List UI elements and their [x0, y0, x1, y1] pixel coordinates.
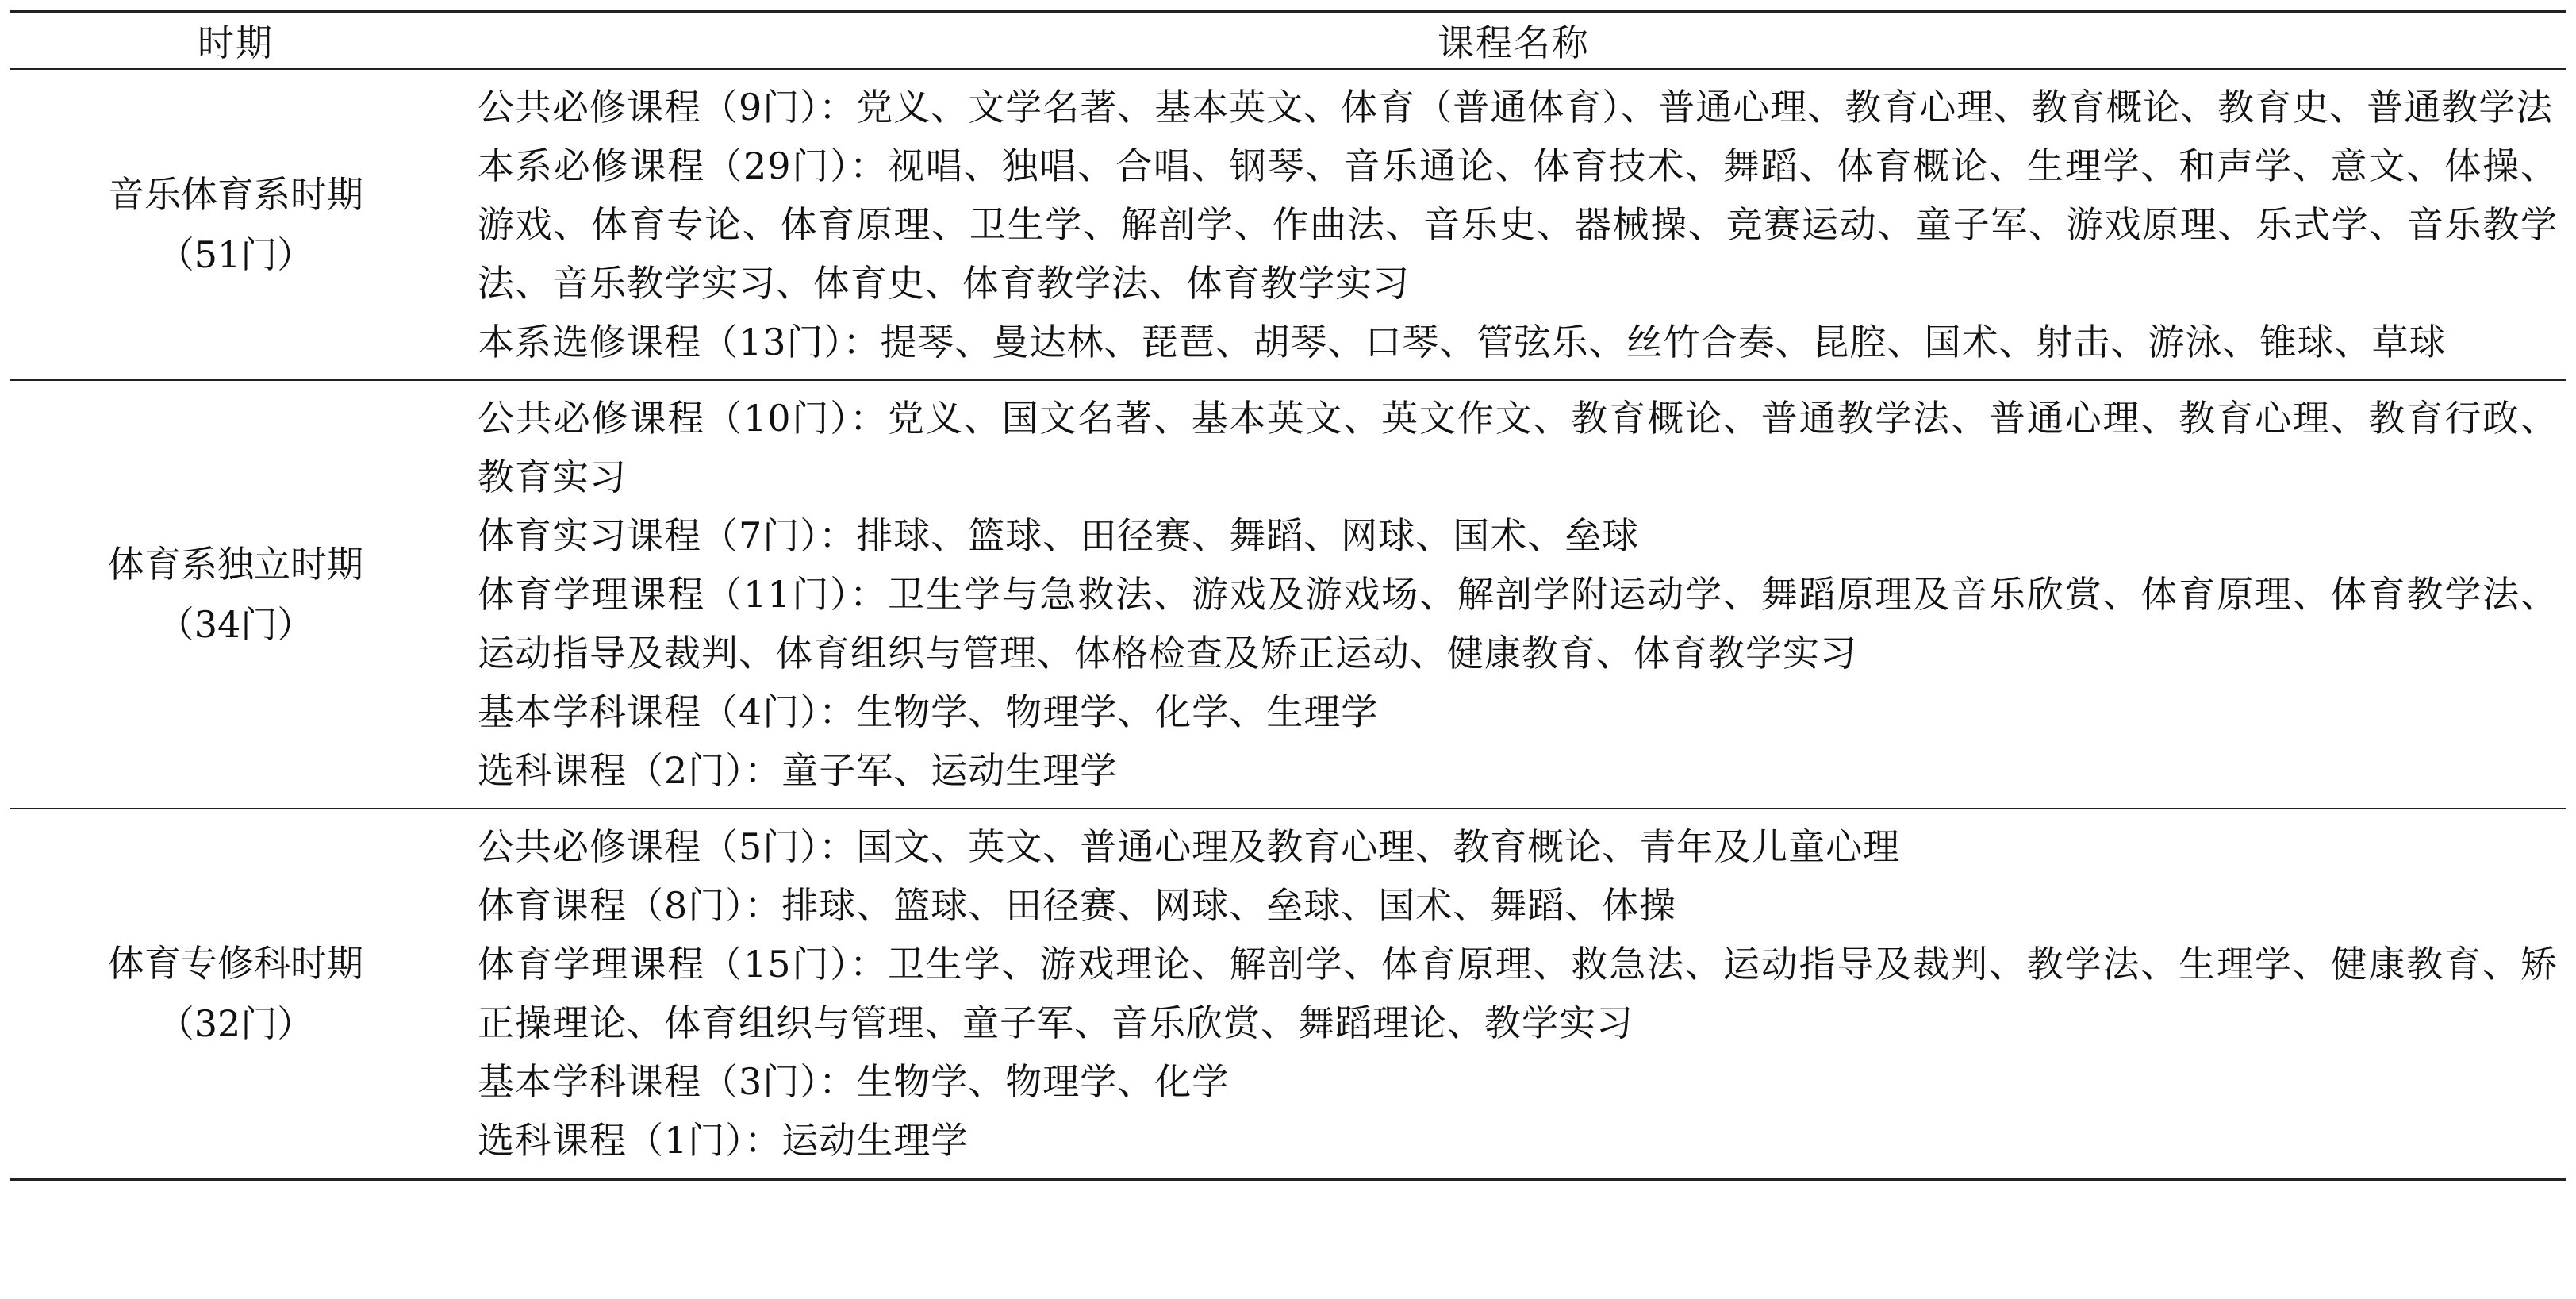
period-count: （32门） — [157, 1002, 314, 1045]
course-line: 体育课程（8门）：排球、篮球、田径赛、网球、垒球、国术、舞蹈、体操 — [478, 884, 1677, 927]
course-table — [10, 10, 2566, 1181]
table-body — [10, 69, 2566, 1179]
header-courses: 课程名称 — [1438, 21, 1590, 64]
period-count: （34门） — [157, 603, 314, 646]
course-line: 基本学科课程（3门）：生物学、物理学、化学 — [478, 1060, 1230, 1103]
courses-cell — [462, 69, 2566, 380]
course-line: 体育实习课程（7门）：排球、篮球、田径赛、舞蹈、网球、国术、垒球 — [478, 514, 1640, 557]
period-name: 体育专修科时期 — [108, 942, 363, 985]
period-name: 音乐体育系时期 — [108, 173, 363, 216]
courses-cell — [462, 380, 2566, 809]
course-line: 公共必修课程（10门）：党义、国文名著、基本英文、英文作文、教育概论、普通教学法、普通心理、教育心理、教育行政、教育实习 — [478, 397, 2558, 498]
course-line: 本系选修课程（13门）：提琴、曼达林、琵琶、胡琴、口琴、管弦乐、丝竹合奏、昆腔、国术、射击、游泳、锥球、草球 — [478, 321, 2447, 363]
period-cell — [10, 380, 462, 809]
course-line: 公共必修课程（9门）：党义、文学名著、基本英文、体育（普通体育）、普通心理、教育心理、教育概论、教育史、普通教学法 — [478, 86, 2554, 129]
course-line: 选科课程（2门）：童子军、运动生理学 — [478, 749, 1118, 792]
period-cell — [10, 69, 462, 380]
period-count: （51门） — [157, 233, 314, 276]
course-line: 选科课程（1门）：运动生理学 — [478, 1119, 969, 1162]
period-name: 体育系独立时期 — [108, 543, 363, 586]
course-line: 基本学科课程（4门）：生物学、物理学、化学、生理学 — [478, 690, 1379, 733]
course-line: 公共必修课程（5门）：国文、英文、普通心理及教育心理、教育概论、青年及儿童心理 — [478, 825, 1901, 868]
header-period: 时期 — [198, 21, 274, 64]
table-row — [10, 69, 2566, 380]
table-row — [10, 380, 2566, 809]
course-line: 体育学理课程（11门）：卫生学与急救法、游戏及游戏场、解剖学附运动学、舞蹈原理及音乐欣赏、体育原理、体育教学法、运动指导及裁判、体育组织与管理、体格检查及矫正运动、健康教育、体育教学实习 — [478, 573, 2558, 674]
courses-cell — [462, 809, 2566, 1179]
header-row — [10, 11, 2566, 69]
course-line: 本系必修课程（29门）：视唱、独唱、合唱、钢琴、音乐通论、体育技术、舞蹈、体育概论、生理学、和声学、意文、体操、游戏、体育专论、体育原理、卫生学、解剖学、作曲法、音乐史、器械操、竞赛运动、童子军、游戏原理、乐式学、音乐教学法、音乐教学实习、体育史、体育教学法、体育教学实习 — [478, 144, 2558, 305]
table-header — [10, 11, 2566, 69]
period-cell — [10, 809, 462, 1179]
course-line: 体育学理课程（15门）：卫生学、游戏理论、解剖学、体育原理、救急法、运动指导及裁判、教学法、生理学、健康教育、矫正操理论、体育组织与管理、童子军、音乐欣赏、舞蹈理论、教学实习 — [478, 943, 2558, 1044]
table-row — [10, 809, 2566, 1179]
